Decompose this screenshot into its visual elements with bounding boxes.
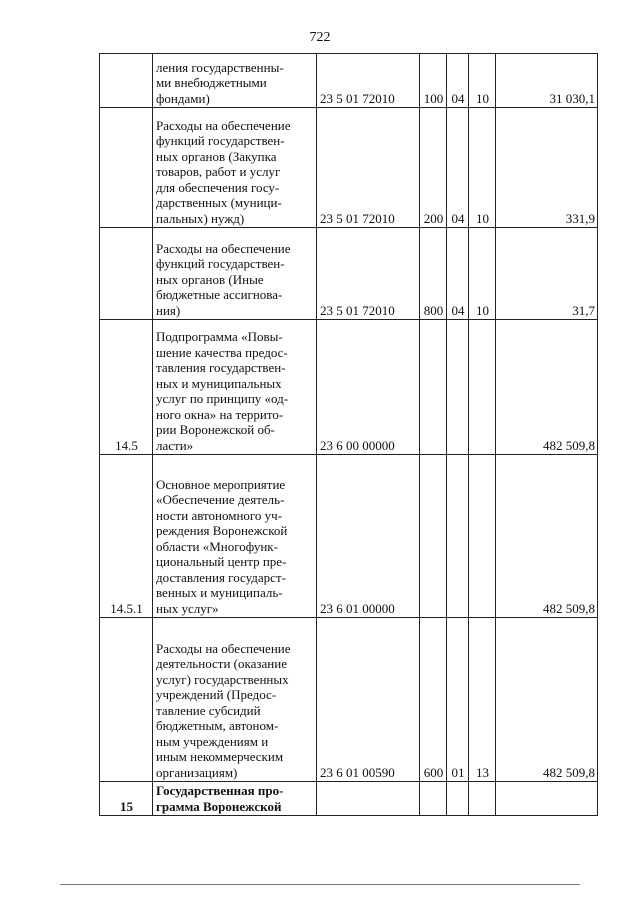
row-target-article-code: 23 5 01 72010	[317, 228, 420, 320]
row-subsection-code: 10	[469, 228, 496, 320]
row-amount: 31 030,1	[496, 54, 598, 108]
page-number: 722	[309, 30, 331, 45]
row-section-code: 04	[447, 108, 469, 228]
row-expense-type-code	[420, 320, 447, 455]
row-name: ления государственны- ми внебюджетными фондами)	[153, 54, 317, 108]
row-number: 14.5.1	[100, 455, 153, 618]
row-amount: 482 509,8	[496, 618, 598, 782]
row-number: 14.5	[100, 320, 153, 455]
row-number	[100, 228, 153, 320]
row-name: Расходы на обеспечение деятельности (оказание услуг) государственных учреждений (Предос- тавление субсидий бюджетным, автоном- ным учреждениям и иным некоммерческим организациям)	[153, 618, 317, 782]
table-row	[100, 455, 598, 618]
table-row	[100, 108, 598, 228]
row-subsection-code: 10	[469, 54, 496, 108]
row-expense-type-code	[420, 455, 447, 618]
row-subsection-code: 10	[469, 108, 496, 228]
row-amount: 482 509,8	[496, 320, 598, 455]
row-amount: 31,7	[496, 228, 598, 320]
row-subsection-code	[469, 320, 496, 455]
row-name: Расходы на обеспечение функций государствен- ных органов (Иные бюджетные ассигнова- ния)	[153, 228, 317, 320]
row-amount	[496, 782, 598, 816]
table-body	[100, 54, 598, 816]
row-target-article-code: 23 5 01 72010	[317, 54, 420, 108]
row-section-code: 04	[447, 54, 469, 108]
table-row	[100, 618, 598, 782]
row-number	[100, 108, 153, 228]
table-row	[100, 320, 598, 455]
row-name: Расходы на обеспечение функций государствен- ных органов (Закупка товаров, работ и услуг для обеспечения госу- дарственных (муници- пальных) нужд)	[153, 108, 317, 228]
table-row	[100, 54, 598, 108]
row-target-article-code: 23 6 01 00590	[317, 618, 420, 782]
row-subsection-code	[469, 782, 496, 816]
row-amount: 331,9	[496, 108, 598, 228]
row-number	[100, 54, 153, 108]
row-expense-type-code: 600	[420, 618, 447, 782]
budget-table	[99, 53, 598, 816]
row-target-article-code: 23 5 01 72010	[317, 108, 420, 228]
row-expense-type-code: 800	[420, 228, 447, 320]
row-section-code	[447, 320, 469, 455]
row-name: Подпрограмма «Повы- шение качества предос- тавления государствен- ных и муниципальных услуг по принципу «од- ного окна» на террито- рии Воронежской об- ласти»	[153, 320, 317, 455]
row-subsection-code: 13	[469, 618, 496, 782]
row-target-article-code	[317, 782, 420, 816]
row-number	[100, 618, 153, 782]
row-target-article-code: 23 6 01 00000	[317, 455, 420, 618]
row-expense-type-code: 200	[420, 108, 447, 228]
row-number: 15	[100, 782, 153, 816]
table-row	[100, 228, 598, 320]
row-name: Государственная про- грамма Воронежской	[153, 782, 317, 816]
row-section-code: 01	[447, 618, 469, 782]
row-amount: 482 509,8	[496, 455, 598, 618]
row-target-article-code: 23 6 00 00000	[317, 320, 420, 455]
row-subsection-code	[469, 455, 496, 618]
row-section-code: 04	[447, 228, 469, 320]
table-row	[100, 782, 598, 816]
row-expense-type-code	[420, 782, 447, 816]
row-section-code	[447, 455, 469, 618]
row-expense-type-code: 100	[420, 54, 447, 108]
row-section-code	[447, 782, 469, 816]
footer-line	[60, 884, 580, 885]
row-name: Основное мероприятие «Обеспечение деятель- ности автономного уч- реждения Воронежской области «Многофунк- циональный центр пре- доставления государст- венных и муниципаль- ных услуг»	[153, 455, 317, 618]
